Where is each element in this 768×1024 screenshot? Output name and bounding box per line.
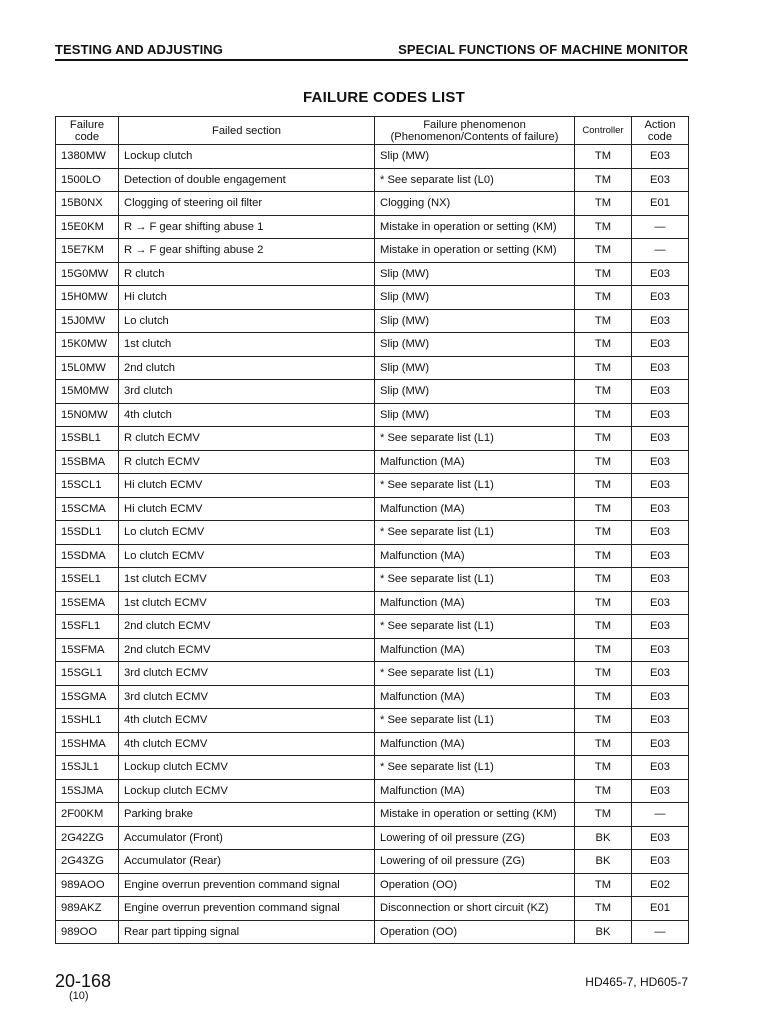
failure-phenomenon-cell: Malfunction (MA) <box>375 732 575 756</box>
failure-code-cell: 15SBMA <box>56 450 119 474</box>
failure-phenomenon-cell: Slip (MW) <box>375 333 575 357</box>
table-row <box>56 450 689 474</box>
table-row <box>56 803 689 827</box>
failure-code-cell: 15J0MW <box>56 309 119 333</box>
failure-phenomenon-cell: Malfunction (MA) <box>375 544 575 568</box>
controller-cell: TM <box>575 779 632 803</box>
failure-phenomenon-cell: Slip (MW) <box>375 356 575 380</box>
header-label: code <box>647 130 673 143</box>
failure-code-cell: 15E7KM <box>56 239 119 263</box>
failure-phenomenon-cell: * See separate list (L1) <box>375 615 575 639</box>
failed-section-cell: 3rd clutch ECMV <box>119 662 375 686</box>
action-code-cell: E03 <box>632 685 689 709</box>
revision-number: (10) <box>69 990 89 1002</box>
header-label: Failure phenomenon <box>423 118 526 131</box>
failure-code-cell: 15SJL1 <box>56 756 119 780</box>
failed-section-cell: 2nd clutch <box>119 356 375 380</box>
failure-phenomenon-cell: * See separate list (L1) <box>375 709 575 733</box>
failure-phenomenon-cell: * See separate list (L0) <box>375 168 575 192</box>
failure-code-cell: 15SGL1 <box>56 662 119 686</box>
table-row <box>56 403 689 427</box>
failed-section-cell: Engine overrun prevention command signal <box>119 873 375 897</box>
failure-code-cell: 15SFMA <box>56 638 119 662</box>
failed-section-cell: 3rd clutch ECMV <box>119 685 375 709</box>
failure-code-cell: 15SFL1 <box>56 615 119 639</box>
failure-phenomenon-cell: Mistake in operation or setting (KM) <box>375 215 575 239</box>
failed-section-cell: 1st clutch ECMV <box>119 568 375 592</box>
failure-phenomenon-cell: * See separate list (L1) <box>375 474 575 498</box>
failure-phenomenon-cell: Slip (MW) <box>375 380 575 404</box>
failure-code-cell: 15SCMA <box>56 497 119 521</box>
controller-cell: TM <box>575 897 632 921</box>
action-code-cell: E03 <box>632 286 689 310</box>
failure-phenomenon-cell: Malfunction (MA) <box>375 591 575 615</box>
column-header-failure-phenomenon <box>375 117 575 145</box>
controller-cell: TM <box>575 145 632 169</box>
column-header-controller <box>575 117 632 145</box>
failure-phenomenon-cell: Operation (OO) <box>375 873 575 897</box>
table-row <box>56 685 689 709</box>
action-code-cell: E03 <box>632 403 689 427</box>
failure-code-cell: 15G0MW <box>56 262 119 286</box>
header-label: (Phenomenon/Contents of failure) <box>390 130 559 143</box>
failure-code-cell: 15SEMA <box>56 591 119 615</box>
table-row <box>56 145 689 169</box>
failure-code-cell: 15SCL1 <box>56 474 119 498</box>
failed-section-cell: Lo clutch ECMV <box>119 521 375 545</box>
failure-code-cell: 15SGMA <box>56 685 119 709</box>
failure-code-cell: 1380MW <box>56 145 119 169</box>
failure-phenomenon-cell: * See separate list (L1) <box>375 662 575 686</box>
action-code-cell: — <box>632 239 689 263</box>
failed-section-cell: R clutch <box>119 262 375 286</box>
action-code-cell: — <box>632 920 689 944</box>
header-label: Action <box>644 118 676 131</box>
controller-cell: TM <box>575 309 632 333</box>
table-row <box>56 286 689 310</box>
failure-phenomenon-cell: Clogging (NX) <box>375 192 575 216</box>
table-row <box>56 756 689 780</box>
table-row <box>56 380 689 404</box>
controller-cell: TM <box>575 239 632 263</box>
column-header-failure-code <box>56 117 119 145</box>
table-row <box>56 615 689 639</box>
failed-section-cell: 4th clutch <box>119 403 375 427</box>
failed-section-cell: Hi clutch ECMV <box>119 474 375 498</box>
controller-cell: BK <box>575 920 632 944</box>
table-row <box>56 168 689 192</box>
action-code-cell: E03 <box>632 427 689 451</box>
column-header-action-code <box>632 117 689 145</box>
action-code-cell: E02 <box>632 873 689 897</box>
failure-code-cell: 15SBL1 <box>56 427 119 451</box>
failure-code-cell: 15M0MW <box>56 380 119 404</box>
failure-phenomenon-cell: * See separate list (L1) <box>375 756 575 780</box>
failure-phenomenon-cell: * See separate list (L1) <box>375 521 575 545</box>
failure-phenomenon-cell: Malfunction (MA) <box>375 450 575 474</box>
table-row <box>56 662 689 686</box>
controller-cell: TM <box>575 662 632 686</box>
failed-section-cell: Lockup clutch ECMV <box>119 779 375 803</box>
table-row <box>56 897 689 921</box>
controller-cell: TM <box>575 403 632 427</box>
failure-phenomenon-cell: * See separate list (L1) <box>375 568 575 592</box>
failed-section-cell: 3rd clutch <box>119 380 375 404</box>
controller-cell: BK <box>575 826 632 850</box>
table-header-row <box>56 117 689 145</box>
failure-codes-table <box>55 116 689 944</box>
failed-section-cell: Lockup clutch <box>119 145 375 169</box>
failed-section-cell: Hi clutch ECMV <box>119 497 375 521</box>
action-code-cell: E03 <box>632 474 689 498</box>
controller-cell: TM <box>575 215 632 239</box>
table-row <box>56 544 689 568</box>
table-row <box>56 333 689 357</box>
failure-code-cell: 15SHL1 <box>56 709 119 733</box>
failure-code-cell: 15SJMA <box>56 779 119 803</box>
controller-cell: BK <box>575 850 632 874</box>
failed-section-cell: Lo clutch <box>119 309 375 333</box>
action-code-cell: E03 <box>632 521 689 545</box>
table-row <box>56 497 689 521</box>
failed-section-cell: Clogging of steering oil filter <box>119 192 375 216</box>
action-code-cell: E03 <box>632 168 689 192</box>
table-row <box>56 826 689 850</box>
header-divider <box>55 59 688 61</box>
failed-section-cell: 2nd clutch ECMV <box>119 638 375 662</box>
controller-cell: TM <box>575 380 632 404</box>
failed-section-cell: Lockup clutch ECMV <box>119 756 375 780</box>
failure-phenomenon-cell: Lowering of oil pressure (ZG) <box>375 850 575 874</box>
failure-code-cell: 15N0MW <box>56 403 119 427</box>
controller-cell: TM <box>575 756 632 780</box>
action-code-cell: E03 <box>632 450 689 474</box>
failure-code-cell: 15L0MW <box>56 356 119 380</box>
failed-section-cell: R clutch ECMV <box>119 427 375 451</box>
table-row <box>56 568 689 592</box>
controller-cell: TM <box>575 873 632 897</box>
action-code-cell: E03 <box>632 709 689 733</box>
action-code-cell: E03 <box>632 380 689 404</box>
failure-phenomenon-cell: Slip (MW) <box>375 145 575 169</box>
controller-cell: TM <box>575 286 632 310</box>
action-code-cell: E03 <box>632 262 689 286</box>
header-label: code <box>74 130 100 143</box>
failure-phenomenon-cell: Lowering of oil pressure (ZG) <box>375 826 575 850</box>
controller-cell: TM <box>575 356 632 380</box>
header-label: Controller <box>582 124 624 136</box>
header-label: Failed section <box>211 124 282 137</box>
controller-cell: TM <box>575 615 632 639</box>
failure-code-cell: 15K0MW <box>56 333 119 357</box>
action-code-cell: E03 <box>632 145 689 169</box>
table-row <box>56 309 689 333</box>
action-code-cell: E03 <box>632 568 689 592</box>
failed-section-cell: 2nd clutch ECMV <box>119 615 375 639</box>
action-code-cell: E01 <box>632 897 689 921</box>
controller-cell: TM <box>575 262 632 286</box>
table-row <box>56 262 689 286</box>
failure-phenomenon-cell: Slip (MW) <box>375 403 575 427</box>
column-header-failed-section <box>119 117 375 145</box>
table-row <box>56 732 689 756</box>
controller-cell: TM <box>575 591 632 615</box>
controller-cell: TM <box>575 544 632 568</box>
action-code-cell: E03 <box>632 615 689 639</box>
action-code-cell: E03 <box>632 333 689 357</box>
failure-phenomenon-cell: Malfunction (MA) <box>375 685 575 709</box>
failure-phenomenon-cell: Disconnection or short circuit (KZ) <box>375 897 575 921</box>
table-row <box>56 850 689 874</box>
failed-section-cell: Detection of double engagement <box>119 168 375 192</box>
table-row <box>56 474 689 498</box>
header-label: Failure <box>69 118 105 131</box>
failure-code-cell: 989AKZ <box>56 897 119 921</box>
table-row <box>56 873 689 897</box>
controller-cell: TM <box>575 192 632 216</box>
failure-phenomenon-cell: Slip (MW) <box>375 262 575 286</box>
action-code-cell: E03 <box>632 497 689 521</box>
controller-cell: TM <box>575 450 632 474</box>
action-code-cell: — <box>632 803 689 827</box>
controller-cell: TM <box>575 333 632 357</box>
failure-phenomenon-cell: Malfunction (MA) <box>375 497 575 521</box>
failure-code-cell: 1500LO <box>56 168 119 192</box>
failure-code-cell: 2F00KM <box>56 803 119 827</box>
page-title: FAILURE CODES LIST <box>303 89 465 106</box>
failure-code-cell: 15E0KM <box>56 215 119 239</box>
failure-code-cell: 15SDL1 <box>56 521 119 545</box>
failed-section-cell: Accumulator (Front) <box>119 826 375 850</box>
action-code-cell: E03 <box>632 756 689 780</box>
action-code-cell: E03 <box>632 638 689 662</box>
failure-code-cell: 15SDMA <box>56 544 119 568</box>
failed-section-cell: R clutch ECMV <box>119 450 375 474</box>
action-code-cell: E03 <box>632 850 689 874</box>
failure-code-cell: 15SHMA <box>56 732 119 756</box>
action-code-cell: — <box>632 215 689 239</box>
action-code-cell: E03 <box>632 779 689 803</box>
controller-cell: TM <box>575 732 632 756</box>
action-code-cell: E03 <box>632 591 689 615</box>
action-code-cell: E03 <box>632 309 689 333</box>
controller-cell: TM <box>575 803 632 827</box>
section-header-right: SPECIAL FUNCTIONS OF MACHINE MONITOR <box>398 42 688 57</box>
action-code-cell: E03 <box>632 544 689 568</box>
action-code-cell: E03 <box>632 826 689 850</box>
table-row <box>56 709 689 733</box>
controller-cell: TM <box>575 521 632 545</box>
failure-code-cell: 989OO <box>56 920 119 944</box>
failed-section-cell: Parking brake <box>119 803 375 827</box>
action-code-cell: E03 <box>632 662 689 686</box>
controller-cell: TM <box>575 709 632 733</box>
failed-section-cell: 1st clutch ECMV <box>119 591 375 615</box>
controller-cell: TM <box>575 427 632 451</box>
failed-section-cell: Lo clutch ECMV <box>119 544 375 568</box>
failure-phenomenon-cell: Mistake in operation or setting (KM) <box>375 239 575 263</box>
failure-phenomenon-cell: Malfunction (MA) <box>375 779 575 803</box>
controller-cell: TM <box>575 168 632 192</box>
failure-phenomenon-cell: Slip (MW) <box>375 309 575 333</box>
table-row <box>56 215 689 239</box>
failed-section-cell: 1st clutch <box>119 333 375 357</box>
controller-cell: TM <box>575 474 632 498</box>
failure-code-cell: 15B0NX <box>56 192 119 216</box>
failed-section-cell: Accumulator (Rear) <box>119 850 375 874</box>
table-row <box>56 920 689 944</box>
failure-phenomenon-cell: * See separate list (L1) <box>375 427 575 451</box>
table-row <box>56 521 689 545</box>
section-header-left: TESTING AND ADJUSTING <box>55 42 223 57</box>
table-row <box>56 239 689 263</box>
model-names: HD465-7, HD605-7 <box>585 975 688 989</box>
failure-phenomenon-cell: Malfunction (MA) <box>375 638 575 662</box>
controller-cell: TM <box>575 568 632 592</box>
table-row <box>56 638 689 662</box>
controller-cell: TM <box>575 497 632 521</box>
table-row <box>56 427 689 451</box>
action-code-cell: E03 <box>632 732 689 756</box>
failed-section-cell: 4th clutch ECMV <box>119 709 375 733</box>
failed-section-cell: Engine overrun prevention command signal <box>119 897 375 921</box>
page-number: 20-168 <box>55 971 112 991</box>
failure-phenomenon-cell: Operation (OO) <box>375 920 575 944</box>
failure-code-cell: 989AOO <box>56 873 119 897</box>
action-code-cell: E03 <box>632 356 689 380</box>
failure-code-cell: 2G43ZG <box>56 850 119 874</box>
failed-section-cell: R → F gear shifting abuse 1 <box>119 215 375 239</box>
failed-section-cell: R → F gear shifting abuse 2 <box>119 239 375 263</box>
controller-cell: TM <box>575 685 632 709</box>
action-code-cell: E01 <box>632 192 689 216</box>
failed-section-cell: 4th clutch ECMV <box>119 732 375 756</box>
failure-phenomenon-cell: Slip (MW) <box>375 286 575 310</box>
controller-cell: TM <box>575 638 632 662</box>
table-row <box>56 779 689 803</box>
failure-phenomenon-cell: Mistake in operation or setting (KM) <box>375 803 575 827</box>
failure-code-cell: 15H0MW <box>56 286 119 310</box>
failure-code-cell: 2G42ZG <box>56 826 119 850</box>
failed-section-cell: Hi clutch <box>119 286 375 310</box>
table-row <box>56 192 689 216</box>
table-row <box>56 591 689 615</box>
failure-code-cell: 15SEL1 <box>56 568 119 592</box>
failed-section-cell: Rear part tipping signal <box>119 920 375 944</box>
table-row <box>56 356 689 380</box>
